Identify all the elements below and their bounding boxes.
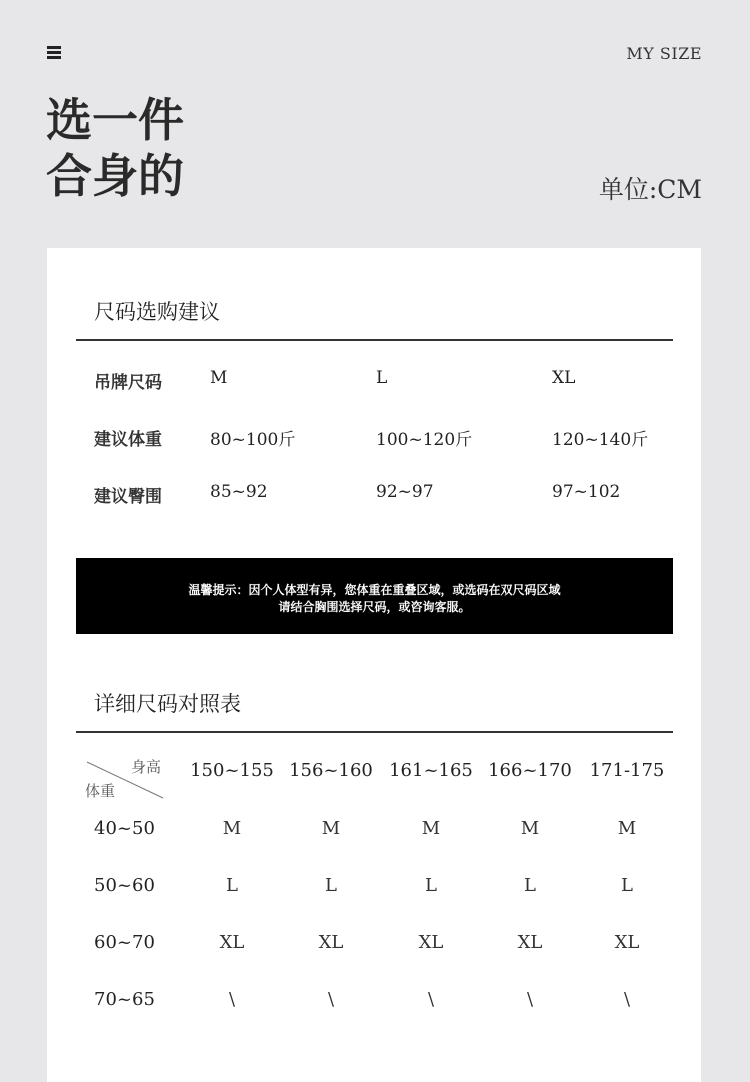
size-cell: XL <box>219 932 245 953</box>
row-value: 92~97 <box>376 482 434 502</box>
weight-label: 70~65 <box>94 989 155 1010</box>
row-value: 80~100斤 <box>210 430 296 450</box>
size-card <box>47 248 701 1082</box>
weight-label: 50~60 <box>94 875 155 896</box>
size-cell: XL <box>517 932 543 953</box>
height-header: 150~155 <box>190 760 274 781</box>
size-cell: M <box>421 818 441 839</box>
weight-label: 60~70 <box>94 932 155 953</box>
row-value: 100~120斤 <box>376 430 473 450</box>
weight-label: 40~50 <box>94 818 155 839</box>
size-cell: XL <box>418 932 444 953</box>
row-label: 建议臀围 <box>94 487 162 507</box>
detail-title: 详细尺码对照表 <box>94 692 241 716</box>
recommend-divider <box>76 339 673 341</box>
size-cell: \ <box>427 989 435 1010</box>
recommend-row <box>94 425 694 455</box>
recommend-row <box>94 482 694 512</box>
size-cell: \ <box>228 989 236 1010</box>
notice-banner <box>76 558 673 634</box>
headline-line-2: 合身的 <box>46 149 184 203</box>
row-value: 120~140斤 <box>552 430 649 450</box>
size-cell: XL <box>614 932 640 953</box>
height-header: 166~170 <box>488 760 572 781</box>
corner-weight-label: 体重 <box>85 782 116 800</box>
height-header: 171-175 <box>589 760 665 781</box>
detail-divider <box>76 731 673 733</box>
size-cell: XL <box>318 932 344 953</box>
size-cell: M <box>222 818 242 839</box>
size-cell: \ <box>623 989 631 1010</box>
height-header: 156~160 <box>289 760 373 781</box>
corner-height-label: 身高 <box>130 758 161 776</box>
height-header: 161~165 <box>389 760 473 781</box>
row-value: 85~92 <box>210 482 268 502</box>
row-label: 建议体重 <box>94 430 162 450</box>
notice-line: 请结合胸围选择尺码，或咨询客服。 <box>278 600 471 614</box>
row-label: 吊牌尺码 <box>94 373 162 393</box>
size-cell: M <box>520 818 540 839</box>
size-cell: L <box>524 875 536 896</box>
table-corner-header <box>83 752 167 804</box>
row-value: 97~102 <box>552 482 621 502</box>
size-cell: \ <box>327 989 335 1010</box>
row-value: L <box>376 368 388 388</box>
notice-line: 温馨提示：因个人体型有异，您体重在重叠区域，或选码在双尺码区域 <box>188 583 561 597</box>
unit-label: 单位:CM <box>598 175 702 204</box>
row-value: XL <box>552 368 576 388</box>
size-cell: L <box>325 875 337 896</box>
brand-label: MY SIZE <box>626 44 702 63</box>
row-value: M <box>210 368 228 388</box>
menu-icon[interactable] <box>47 46 61 60</box>
size-cell: M <box>617 818 637 839</box>
size-cell: L <box>425 875 437 896</box>
recommend-title: 尺码选购建议 <box>94 300 220 324</box>
size-cell: L <box>226 875 238 896</box>
size-cell: M <box>321 818 341 839</box>
recommend-row <box>94 368 694 398</box>
size-cell: L <box>621 875 633 896</box>
page-headline <box>46 92 184 204</box>
headline-line-1: 选一件 <box>46 93 184 147</box>
size-cell: \ <box>526 989 534 1010</box>
